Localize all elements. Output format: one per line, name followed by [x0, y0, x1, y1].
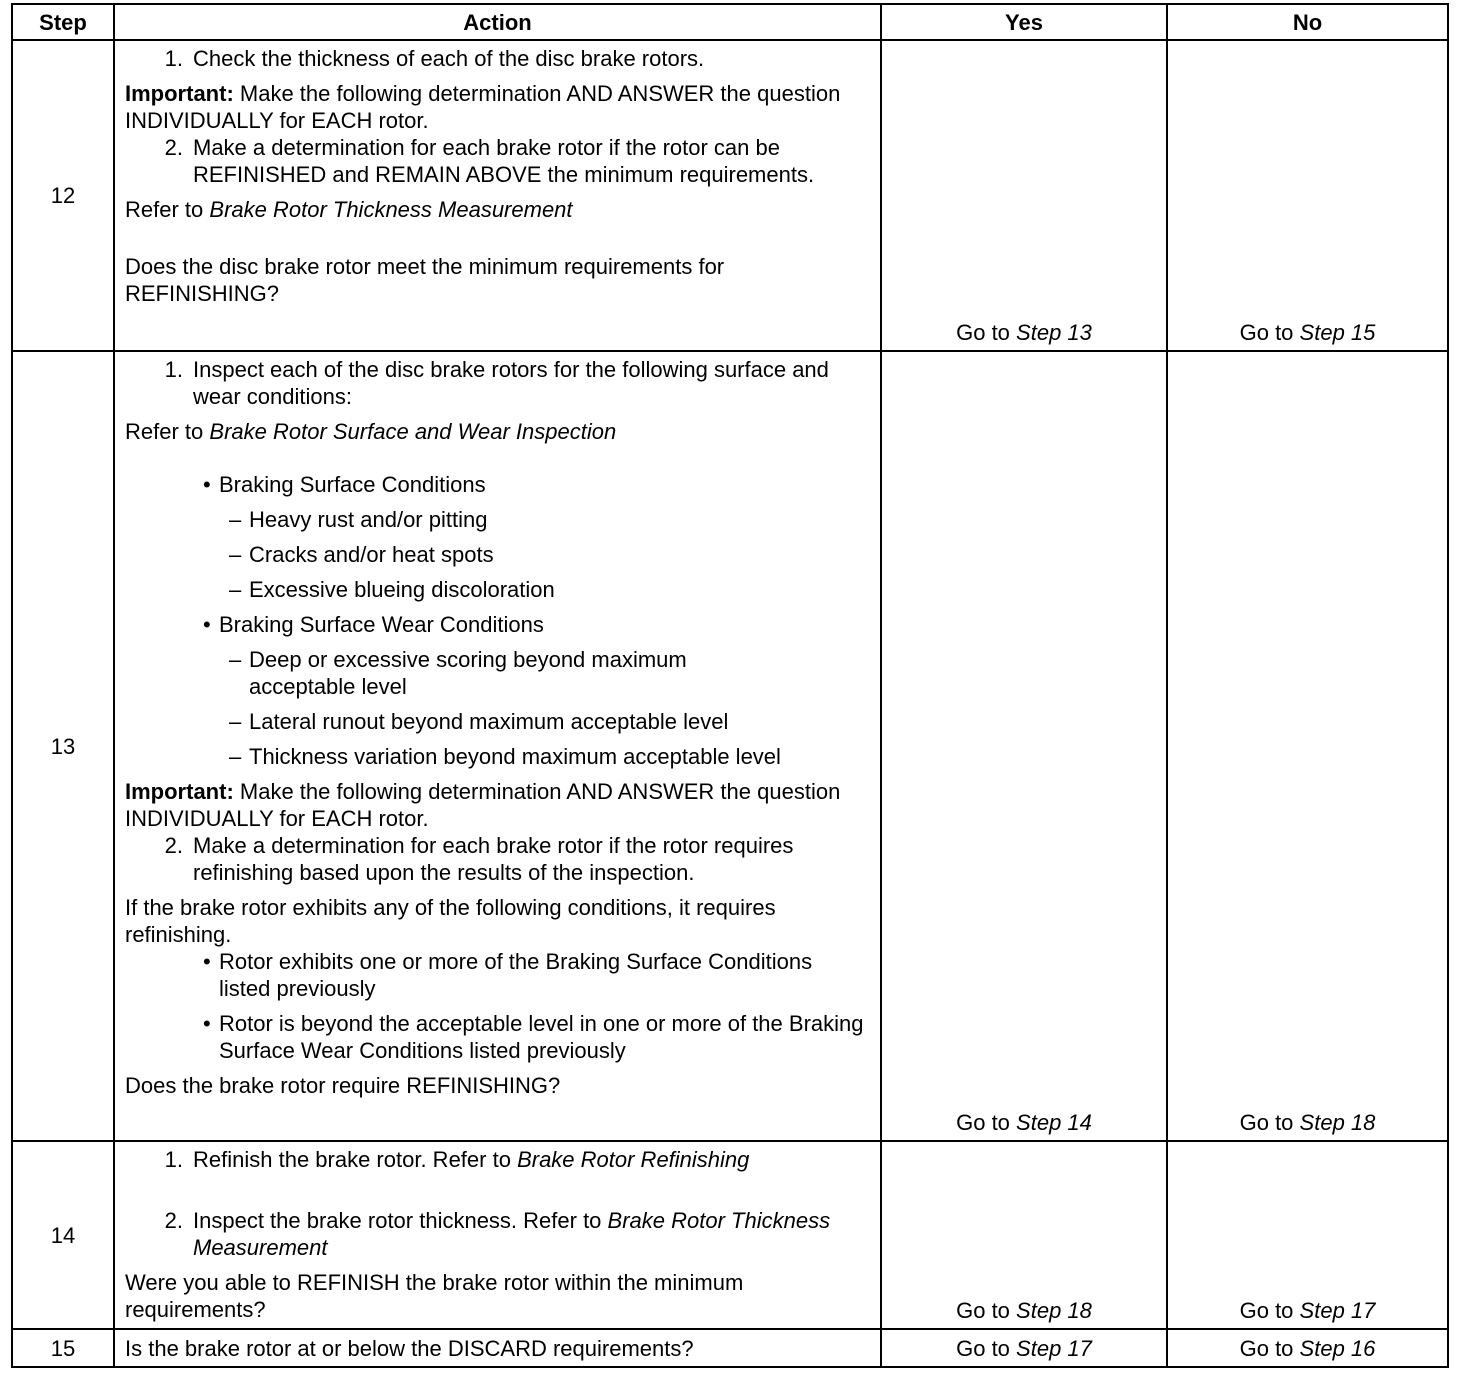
- important-label: Important:: [125, 81, 234, 106]
- header-row: [12, 4, 1448, 40]
- item-text: Inspect the brake rotor thickness. Refer to: [193, 1208, 602, 1233]
- dash-item: – Cracks and/or heat spots: [229, 542, 494, 567]
- action-item: [125, 1207, 868, 1261]
- no-prefix: Go to: [1239, 320, 1294, 345]
- bullet-item: • Braking Surface Wear Conditions: [203, 612, 544, 637]
- yes-cell: [881, 351, 1167, 1141]
- dash-text: Heavy rust and/or pitting: [249, 507, 488, 532]
- item-number: 1.: [164, 46, 183, 71]
- item-text: Check the thickness of each of the disc brake rotors.: [193, 46, 705, 71]
- header-action: Action: [114, 4, 881, 40]
- dash-item: – Lateral runout beyond maximum acceptable level: [229, 709, 729, 734]
- important-note: [125, 80, 868, 134]
- important-text: Make the following determination AND ANSWER the question INDIVIDUALLY for EACH rotor.: [125, 779, 841, 831]
- important-text: Make the following determination AND ANSWER the question INDIVIDUALLY for EACH rotor.: [125, 81, 841, 133]
- yes-prefix: Go to: [956, 1335, 1010, 1361]
- dash-text: Excessive blueing discoloration: [249, 577, 555, 602]
- no-cell: [1167, 351, 1448, 1141]
- no-step-link[interactable]: Step 17: [1299, 1298, 1376, 1323]
- step-number: 13: [12, 351, 114, 1141]
- dash-item: – Heavy rust and/or pitting: [229, 507, 488, 532]
- header-yes: Yes: [881, 4, 1167, 40]
- bullet-text: Braking Surface Wear Conditions: [219, 612, 544, 637]
- table-row: [12, 351, 1448, 1141]
- dash-text: Thickness variation beyond maximum acceptable level: [249, 744, 781, 769]
- bullet-item: • Braking Surface Conditions: [203, 472, 486, 497]
- step-number: 12: [12, 40, 114, 351]
- yes-step-link[interactable]: Step 17: [1016, 1335, 1092, 1361]
- no-step-link[interactable]: Step 18: [1299, 1110, 1376, 1135]
- item-number: 2.: [164, 833, 183, 858]
- question-text: Does the disc brake rotor meet the minimum requirements for REFINISHING?: [125, 254, 725, 306]
- reference-link[interactable]: Brake Rotor Thickness Measurement: [193, 1208, 831, 1260]
- action-item: [125, 45, 868, 72]
- action-item: [125, 1146, 868, 1173]
- action-item: [125, 832, 868, 886]
- dash-text: Lateral runout beyond maximum acceptable level: [249, 709, 729, 734]
- question-text: Is the brake rotor at or below the DISCARD requirements?: [125, 1335, 694, 1361]
- yes-cell: [881, 1329, 1167, 1367]
- no-step-link[interactable]: Step 16: [1299, 1335, 1376, 1361]
- table-row: [12, 1141, 1448, 1329]
- action-cell: [114, 1329, 881, 1367]
- item-text: Refinish the brake rotor. Refer to: [193, 1147, 511, 1172]
- reference-link[interactable]: Brake Rotor Surface and Wear Inspection: [209, 419, 617, 444]
- important-note: [125, 778, 868, 832]
- action-item: [125, 356, 868, 410]
- item-number: 1.: [164, 1147, 183, 1172]
- reference-prefix: Refer to: [125, 197, 204, 222]
- dash-item: – Deep or excessive scoring beyond maximum acceptable level: [229, 646, 868, 700]
- question-text: Were you able to REFINISH the brake rotor within the minimum requirements?: [125, 1270, 744, 1322]
- action-item: [125, 134, 868, 188]
- table-row: [12, 40, 1448, 351]
- action-cell: [114, 40, 881, 351]
- yes-prefix: Go to: [956, 1298, 1010, 1323]
- item-text: Make a determination for each brake rotor if the rotor can be REFINISHED and REMAIN ABOVE the minimum requirements.: [193, 135, 815, 187]
- dash-item: – Thickness variation beyond maximum acceptable level: [229, 744, 781, 769]
- yes-cell: [881, 1141, 1167, 1329]
- reference-link[interactable]: Brake Rotor Thickness Measurement: [209, 197, 573, 222]
- reference-line: [125, 196, 868, 223]
- item-number: 1.: [164, 357, 183, 382]
- header-step: Step: [12, 4, 114, 40]
- action-cell: [114, 351, 881, 1141]
- step-number: 15: [12, 1329, 114, 1367]
- no-cell: [1167, 40, 1448, 351]
- no-step-link[interactable]: Step 15: [1299, 320, 1376, 345]
- no-cell: [1167, 1141, 1448, 1329]
- diagnostic-table-sheet: [11, 3, 1449, 1368]
- bullet-item: • Rotor exhibits one or more of the Braking Surface Conditions listed previously: [203, 948, 868, 1002]
- no-prefix: Go to: [1239, 1298, 1294, 1323]
- yes-prefix: Go to: [956, 320, 1010, 345]
- yes-step-link[interactable]: Step 13: [1016, 320, 1092, 345]
- item-text: Make a determination for each brake rotor if the rotor requires refinishing based upon the results of the inspection.: [193, 833, 794, 885]
- bullet-text: Rotor is beyond the acceptable level in one or more of the Braking Surface Wear Conditions listed previously: [219, 1011, 864, 1063]
- no-cell: [1167, 1329, 1448, 1367]
- bullet-item: • Rotor is beyond the acceptable level in one or more of the Braking Surface Wear Conditions listed previously: [203, 1010, 868, 1064]
- step-number: 14: [12, 1141, 114, 1329]
- no-prefix: Go to: [1239, 1110, 1294, 1135]
- bullet-text: Rotor exhibits one or more of the Braking Surface Conditions listed previously: [219, 949, 813, 1001]
- no-prefix: Go to: [1239, 1335, 1294, 1361]
- diagnostic-table: [11, 3, 1449, 1368]
- yes-cell: [881, 40, 1167, 351]
- reference-prefix: Refer to: [125, 419, 204, 444]
- action-cell: [114, 1141, 881, 1329]
- item-number: 2.: [164, 1208, 183, 1233]
- reference-line: [125, 418, 868, 445]
- header-no: No: [1167, 4, 1448, 40]
- dash-text: Cracks and/or heat spots: [249, 542, 494, 567]
- bullet-text: Braking Surface Conditions: [219, 472, 486, 497]
- yes-step-link[interactable]: Step 18: [1016, 1298, 1092, 1323]
- item-text: Inspect each of the disc brake rotors for the following surface and wear conditions:: [193, 357, 829, 409]
- table-row: [12, 1329, 1448, 1367]
- reference-link[interactable]: Brake Rotor Refinishing: [517, 1147, 750, 1172]
- dash-text: Deep or excessive scoring beyond maximum acceptable level: [249, 647, 687, 699]
- yes-prefix: Go to: [956, 1110, 1010, 1135]
- important-label: Important:: [125, 779, 234, 804]
- dash-item: – Excessive blueing discoloration: [229, 577, 555, 602]
- question-text: Does the brake rotor require REFINISHING?: [125, 1073, 561, 1098]
- yes-step-link[interactable]: Step 14: [1016, 1110, 1092, 1135]
- item-subtext: If the brake rotor exhibits any of the following conditions, it requires refinishing.: [125, 895, 776, 947]
- item-number: 2.: [164, 135, 183, 160]
